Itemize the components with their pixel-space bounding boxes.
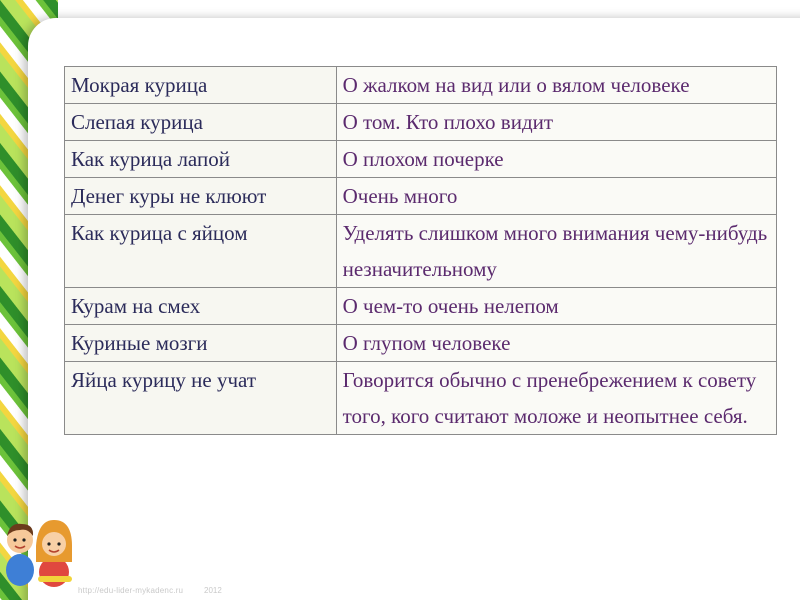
table-row bbox=[65, 215, 777, 288]
table-row bbox=[65, 67, 777, 104]
phrase-cell: Мокрая курица bbox=[65, 67, 337, 104]
meaning-cell: О том. Кто плохо видит bbox=[336, 104, 776, 141]
table-row bbox=[65, 362, 777, 435]
phrase-cell: Как курица с яйцом bbox=[65, 215, 337, 288]
meaning-cell: О чем-то очень нелепом bbox=[336, 288, 776, 325]
boy-figure bbox=[6, 524, 34, 586]
idioms-table bbox=[64, 66, 777, 435]
phrase-cell: Слепая курица bbox=[65, 104, 337, 141]
table-row bbox=[65, 104, 777, 141]
meaning-cell: Уделять слишком много внимания чему-нибудь незначительному bbox=[336, 215, 776, 288]
meaning-cell: О жалком на вид или о вялом человеке bbox=[336, 67, 776, 104]
table-row bbox=[65, 288, 777, 325]
meaning-cell: О глупом человеке bbox=[336, 325, 776, 362]
children-illustration bbox=[2, 506, 82, 590]
phrase-cell: Курам на смех bbox=[65, 288, 337, 325]
footer-url: http://edu-lider-mykadenc.ru bbox=[78, 586, 184, 595]
table-row bbox=[65, 325, 777, 362]
phrase-cell: Яйца курицу не учат bbox=[65, 362, 337, 435]
footer-year: 2012 bbox=[204, 586, 222, 595]
meaning-cell: О плохом почерке bbox=[336, 141, 776, 178]
phrase-cell: Денег куры не клюют bbox=[65, 178, 337, 215]
table-row bbox=[65, 141, 777, 178]
meaning-cell: Говорится обычно с пренебрежением к совету того, кого считают моложе и неопытнее себя. bbox=[336, 362, 776, 435]
table-row bbox=[65, 178, 777, 215]
phrase-cell: Куриные мозги bbox=[65, 325, 337, 362]
meaning-cell: Очень много bbox=[336, 178, 776, 215]
phrase-cell: Как курица лапой bbox=[65, 141, 337, 178]
girl-figure bbox=[36, 520, 72, 587]
